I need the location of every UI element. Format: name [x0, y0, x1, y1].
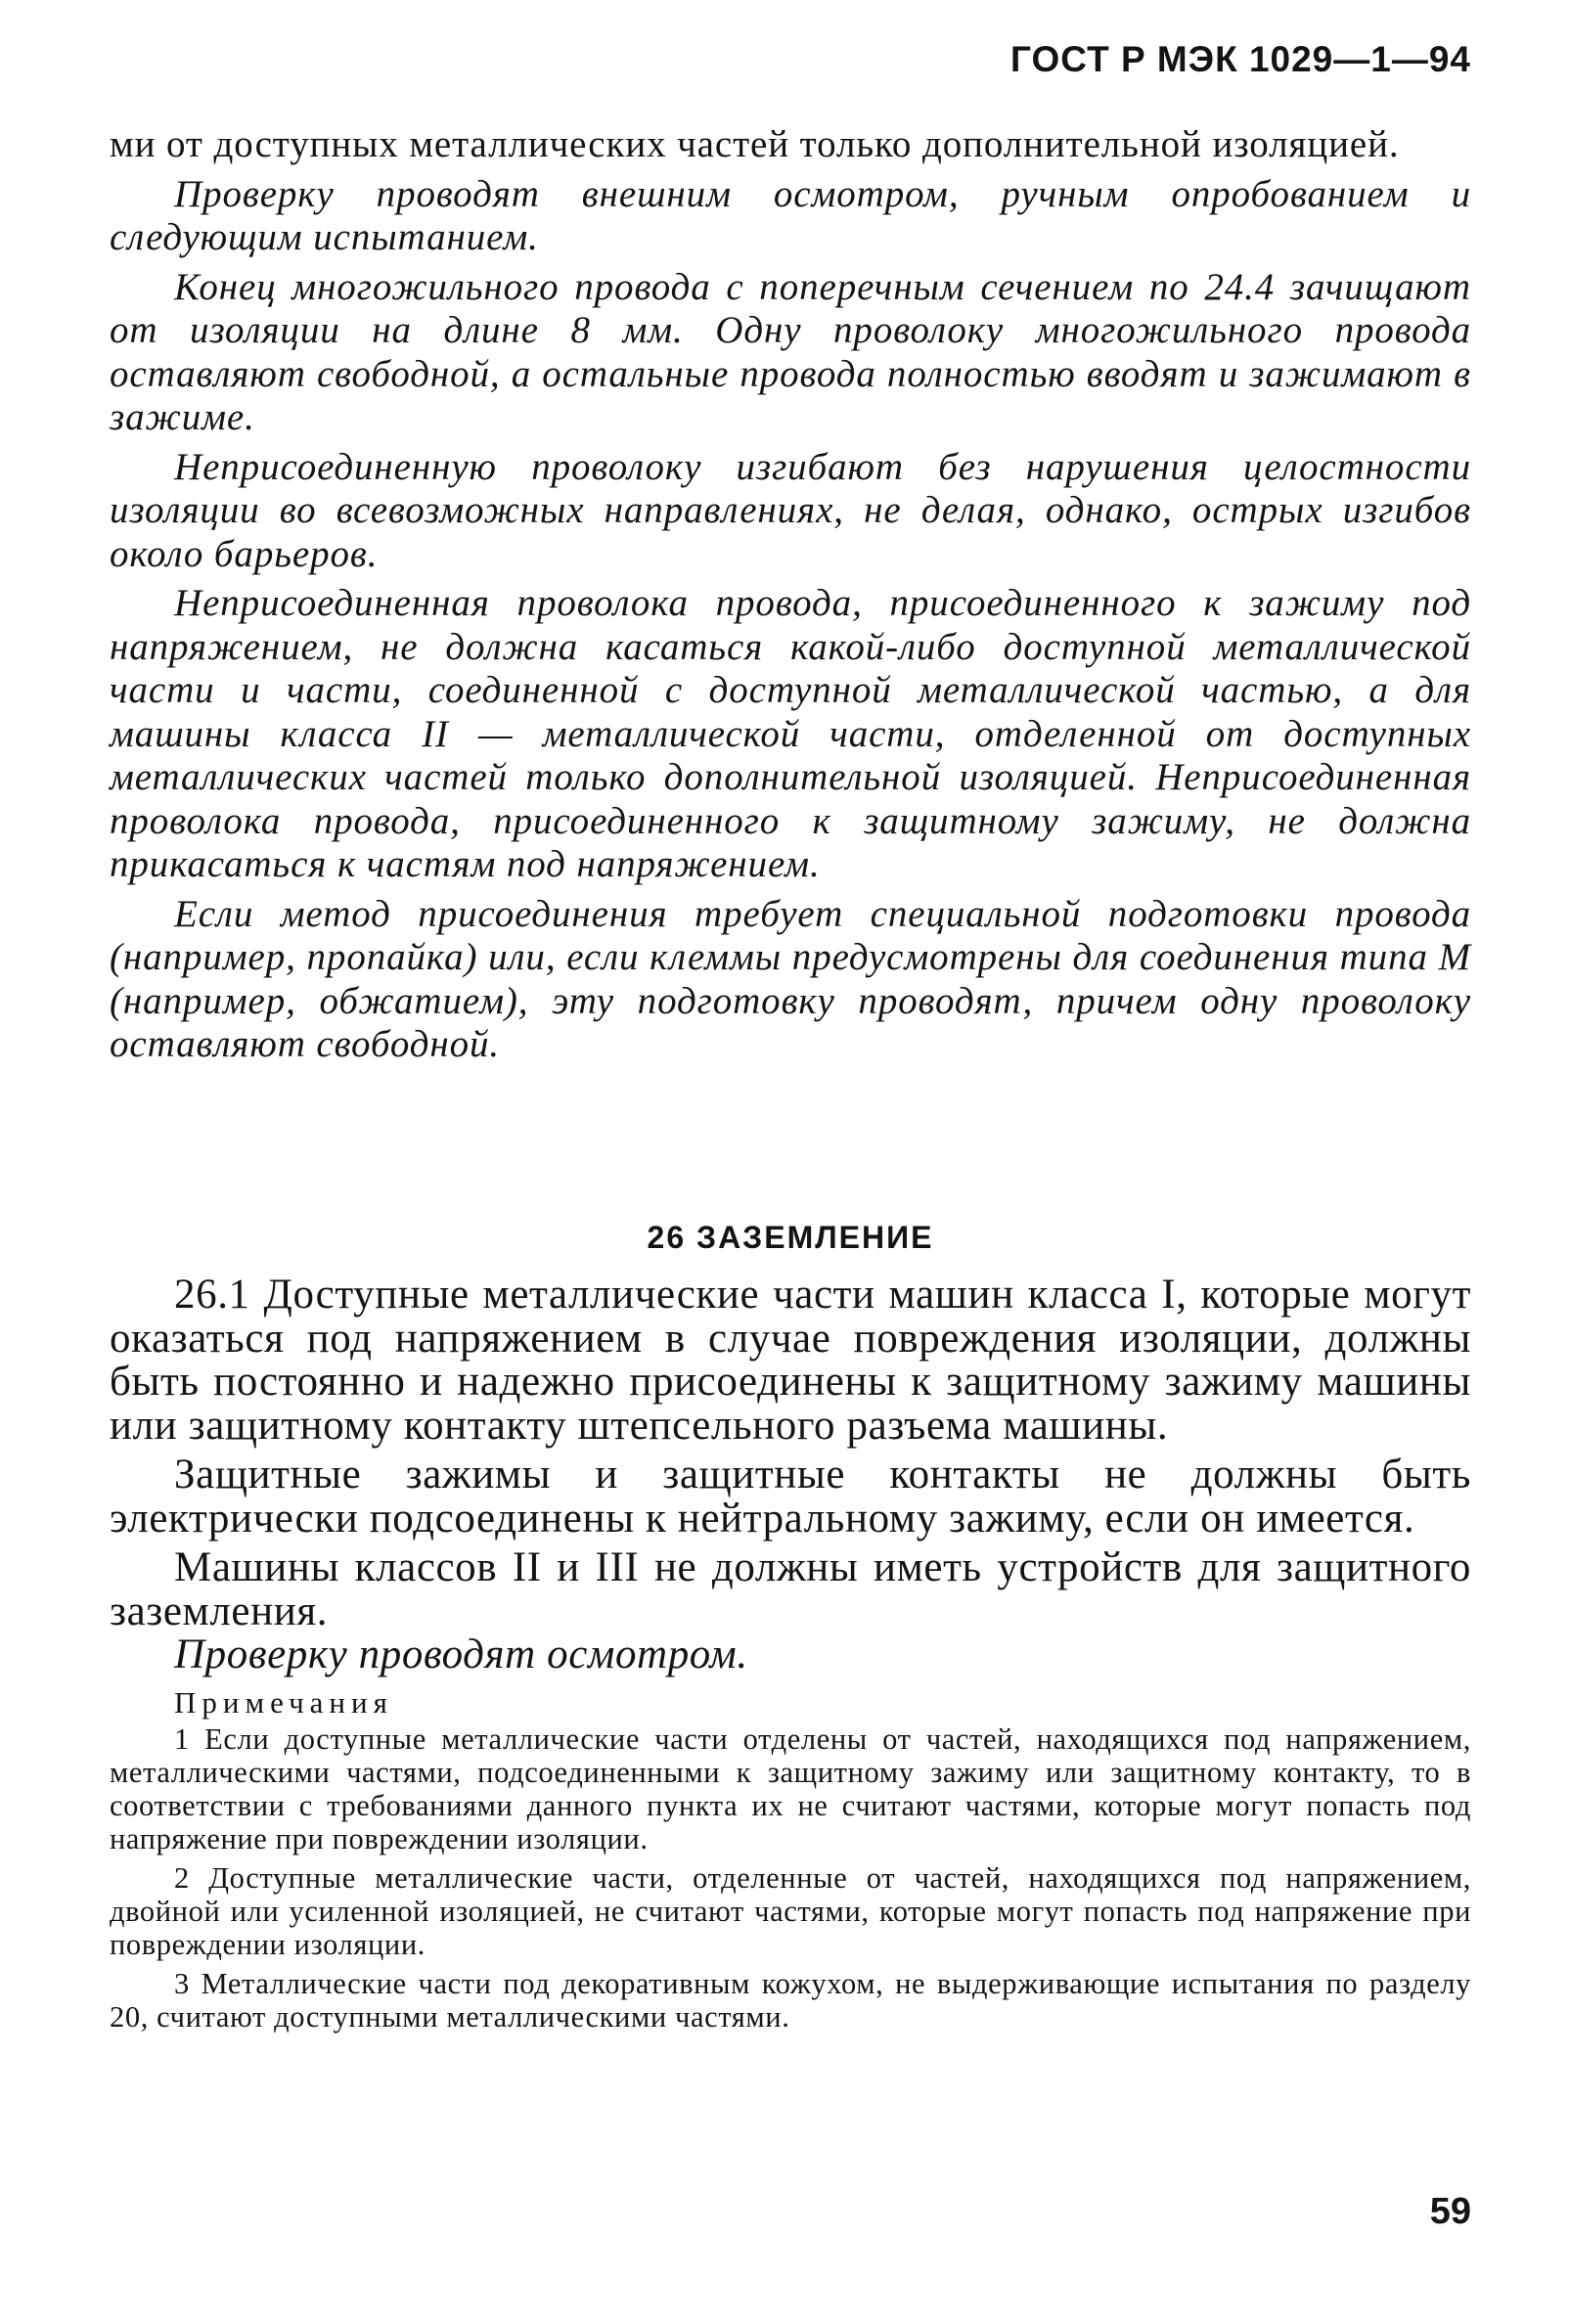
- section-heading: 26 ЗАЗЕМЛЕНИЕ: [647, 1220, 934, 1255]
- note-3: 3 Металлические части под декоративным кожухом, не выдерживающие испытания по разделу 20, считают доступными металлическими частями.: [110, 1966, 1471, 2034]
- paragraph-continuation: ми от доступных металлических частей только дополнительной изоляцией.: [110, 123, 1400, 165]
- paragraph-inspection-check: Проверку проводят осмотром.: [174, 1631, 748, 1677]
- paragraph-wire-end: Конец многожильного провода с поперечным сечением по 24.4 зачищают от изоляции на длине 8 мм. Одну проволоку многожильного провода оставляют свободной, а остальные провода полностью вводят и зажимают в зажиме.: [110, 265, 1471, 438]
- paragraph-protective-contacts: Защитные зажимы и защитные контакты не должны быть электрически подсоединены к нейтральному зажиму, если он имеется.: [110, 1452, 1471, 1542]
- document-header: ГОСТ Р МЭК 1029—1—94: [1010, 39, 1471, 79]
- section-text-block: [110, 1274, 1471, 2034]
- note-1: 1 Если доступные металлические части отделены от частей, находящихся под напряжением, металлическими частями, подсоединенными к защитному зажиму или защитному контакту, то в соответствии с требованиями данного пункта их не считают частями, которые могут попасть под напряжение при повреждении изоляции.: [110, 1721, 1471, 1855]
- clause-26-1: 26.1 Доступные металлические части машин класса I, которые могут оказаться под напряжением в случае повреждения изоляции, должны быть постоянно и надежно присоединены к защитному зажиму машины или защитному контакту штепсельного разъема машины.: [110, 1272, 1471, 1449]
- paragraph-class-ii-iii: Машины классов II и III не должны иметь устройств для защитного заземления.: [110, 1544, 1471, 1634]
- document-page: [110, 39, 1471, 2279]
- page-number: 59: [1429, 2191, 1471, 2232]
- top-text-block: [110, 123, 1471, 1067]
- notes-title: Примечания: [174, 1684, 393, 1720]
- note-2: 2 Доступные металлические части, отделенные от частей, находящихся под напряжением, двойной или усиленной изоляцией, не считают частями, которые могут попасть под напряжение при повреждении изоляции.: [110, 1860, 1471, 1961]
- paragraph-connection-method: Если метод присоединения требует специальной подготовки провода (например, пропайка) или, если клеммы предусмотрены для соединения типа M (например, обжатием), эту подготовку проводят, причем одну проволоку оставляют свободной.: [110, 892, 1471, 1065]
- paragraph-unconnected-wire: Неприсоединенная проволока провода, присоединенного к зажиму под напряжением, не должна касаться какой-либо доступной металлической части и части, соединенной с доступной металлической частью, а для машины класса II — металлической части, отделенной от доступных металлических частей только дополнительной изоляцией. Неприсоединенная проволока провода, присоединенного к защитному зажиму, не должна прикасаться к частям под напряжением.: [110, 582, 1471, 885]
- paragraph-bending: Неприсоединенную проволоку изгибают без нарушения целостности изоляции во всевозможных направлениях, не делая, однако, острых изгибов около барьеров.: [110, 445, 1471, 575]
- paragraph-inspection: Проверку проводят внешним осмотром, ручным опробованием и следующим испытанием.: [110, 172, 1471, 258]
